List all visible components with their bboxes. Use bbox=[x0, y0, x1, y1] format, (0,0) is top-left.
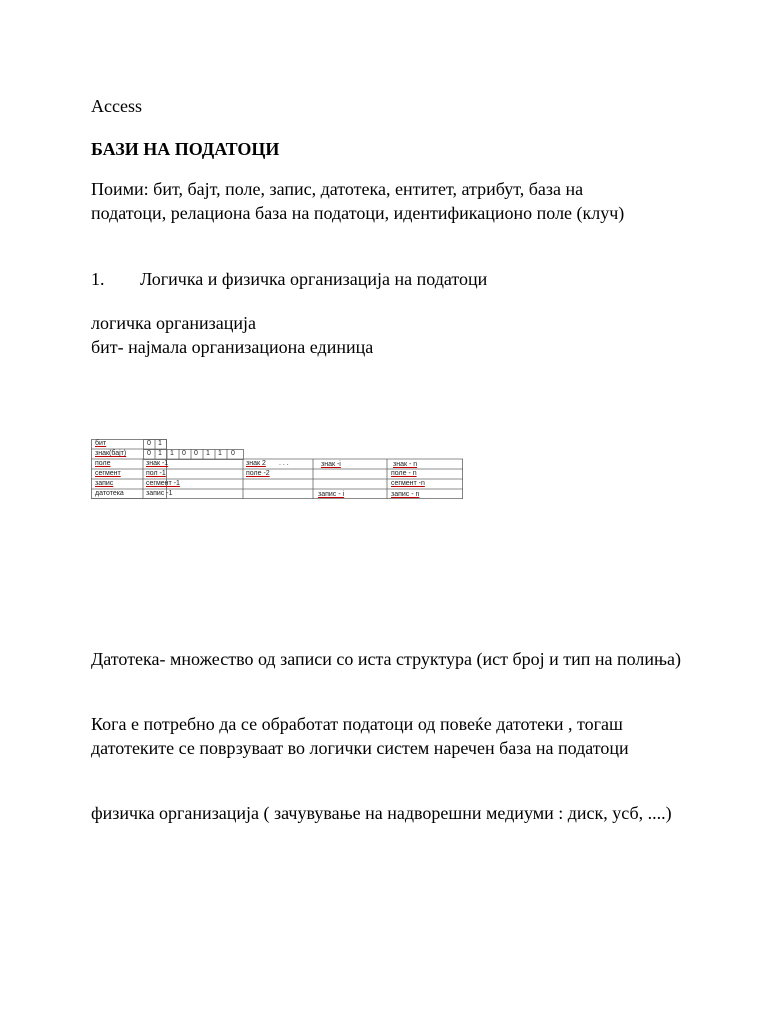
segment-cell-2: поле -2 bbox=[246, 470, 270, 477]
row-label-record: запис bbox=[95, 480, 114, 487]
terms-paragraph: Поими: бит, бајт, поле, запис, датотека, ентитет, атрибут, база на податоци, релациона база на податоци, идентификационо поле (клуч) bbox=[91, 179, 625, 223]
byte-bit: 0 bbox=[231, 450, 235, 457]
section-heading: БАЗИ НА ПОДАТОЦИ bbox=[91, 139, 280, 159]
byte-bit: 1 bbox=[206, 450, 210, 457]
bit-value: 1 bbox=[158, 440, 162, 447]
physical-org-paragraph: физичка организација ( зачувување на надворешни медиуми : диск, усб, ....) bbox=[91, 803, 672, 823]
logical-org-block bbox=[91, 311, 373, 359]
field-ellipsis: . . . bbox=[279, 460, 289, 467]
byte-bit: 1 bbox=[218, 450, 222, 457]
file-definition: Датотека- множество од записи со иста структура (ист број и тип на полиња) bbox=[91, 649, 682, 669]
data-hierarchy-diagram bbox=[91, 439, 463, 499]
row-label-field: поле bbox=[95, 460, 111, 467]
document-title: Access bbox=[91, 96, 142, 116]
list-number: 1. bbox=[91, 269, 105, 289]
byte-bit: 1 bbox=[158, 450, 162, 457]
field-cell-1: знак -1 bbox=[146, 460, 169, 467]
bit-definition: бит- најмала организациона единица bbox=[91, 337, 374, 357]
field-cell-2: знак 2 bbox=[246, 460, 266, 467]
byte-bit: 0 bbox=[194, 450, 198, 457]
record-cell-n: сегмент -n bbox=[391, 480, 425, 487]
row-label-segment: сегмент bbox=[95, 470, 121, 477]
row-label-bit: бит bbox=[95, 440, 107, 447]
segment-cell-1: пол -1 bbox=[146, 470, 166, 477]
row-label-file: датотека bbox=[95, 490, 124, 497]
file-cell-n: запис - n bbox=[391, 491, 420, 498]
segment-cell-n: поле - n bbox=[391, 470, 417, 477]
field-cell-n: знак - n bbox=[393, 461, 418, 468]
file-cell-i: запис - i bbox=[318, 491, 345, 498]
numbered-heading-text: Логичка и физичка организација на податоци bbox=[140, 269, 488, 289]
field-cell-i: знак -i bbox=[321, 461, 341, 468]
byte-bit: 1 bbox=[170, 450, 174, 457]
logical-org-label: логичка организација bbox=[91, 313, 257, 333]
numbered-heading bbox=[91, 267, 487, 291]
row-label-byte: знак(бајт) bbox=[95, 450, 127, 457]
file-cell-1: запис -1 bbox=[146, 490, 173, 497]
record-cell-1: сегмент -1 bbox=[146, 480, 180, 487]
bit-value: 0 bbox=[147, 440, 151, 447]
byte-bit: 0 bbox=[182, 450, 186, 457]
byte-bit: 0 bbox=[147, 450, 151, 457]
database-definition: Кога е потребно да се обработат податоци од повеќе датотеки , тогаш датотеките се поврзуваат во логички систем наречен база на податоци bbox=[91, 714, 629, 758]
